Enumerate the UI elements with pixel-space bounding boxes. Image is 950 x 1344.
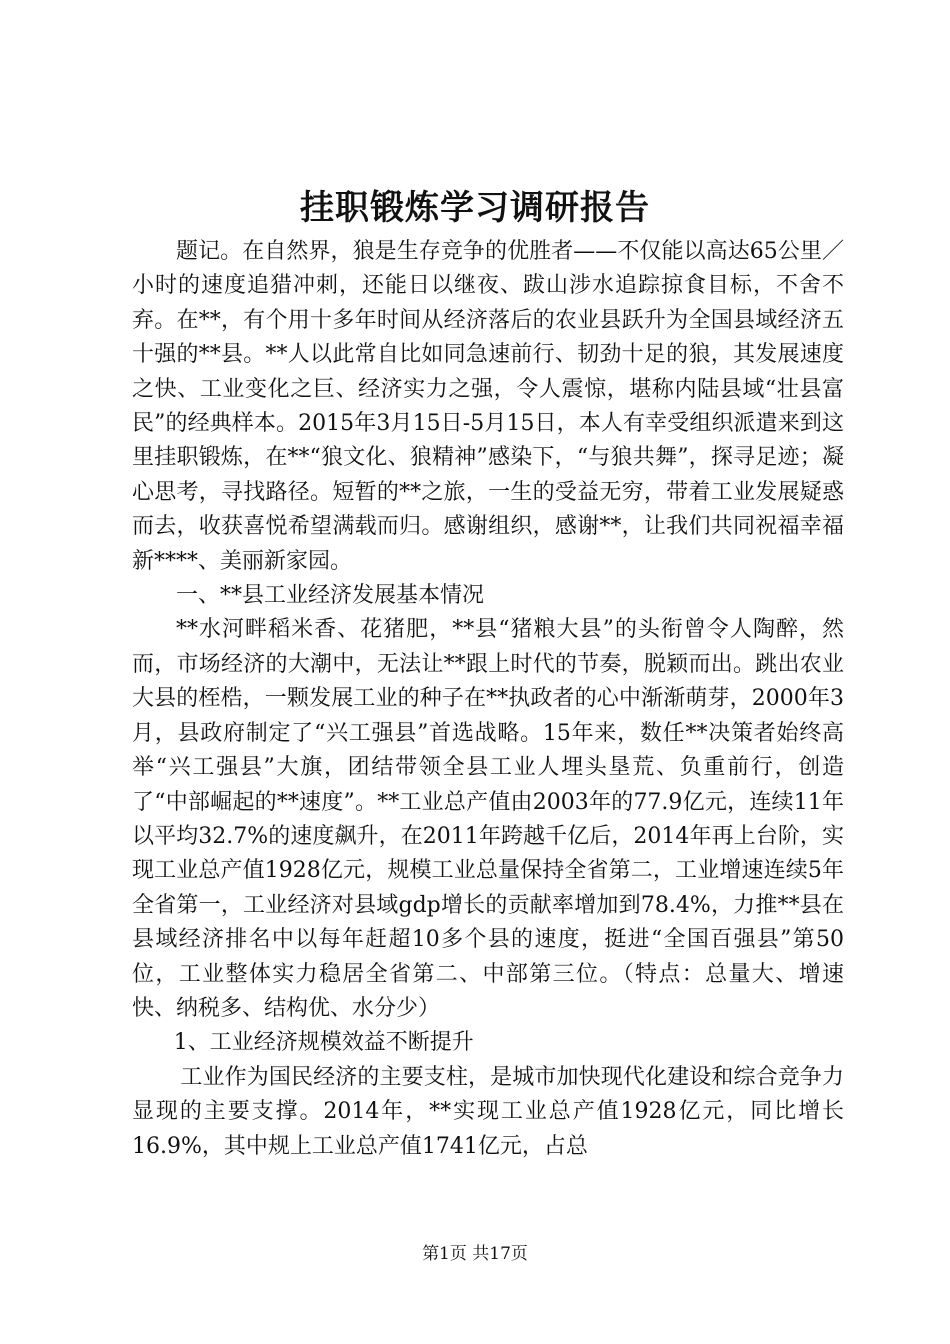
document-title: 挂职锻炼学习调研报告 — [300, 188, 650, 228]
subsection-heading-1: 1、工业经济规模效益不断提升 — [173, 1030, 474, 1056]
section-heading-1: 一、**县工业经济发展基本情况 — [176, 583, 485, 609]
paragraph-preface: 题记。在自然界，狼是生存竞争的优胜者——不仅能以高达65公里／小时的速度追猎冲刺，还能日以继夜、跋山涉水追踪掠食目标，不舍不弃。在**，有个用十多年时间从经济落后的农业县跃升为全国县域经济五十强的**县。**人以此常自比如同急速前行、韧劲十足的狼，其发展速度之快、工业变化之巨、经济实力之强，令人震惊，堪称内陆县域“壮县富民”的经典样本。2015年3月15日-5月15日，本人有幸受组织派遣来到这里挂职锻炼，在**“狼文化、狼精神”感染下，“与狼共舞”，探寻足迹；凝心思考，寻找路径。短暂的**之旅，一生的受益无穷，带着工业发展疑惑而去，收获喜悦希望满载而归。感谢组织，感谢**，让我们共同祝福幸福新****、美丽新家园。 — [132, 239, 844, 574]
document-body — [132, 235, 844, 1164]
paragraph-industry-overview: **水河畔稻米香、花猪肥，**县“猪粮大县”的头衔曾令人陶醉，然而，市场经济的大潮中，无法让**跟上时代的节奏，脱颖而出。跳出农业大县的桎梏，一颗发展工业的种子在**执政者的心中渐渐萌芽，2000年3月，县政府制定了“兴工强县”首选战略。15年来，数任**决策者始终高举“兴工强县”大旗，团结带领全县工业人埋头垦荒、负重前行，创造了“中部崛起的**速度”。**工业总产值由2003年的77.9亿元，连续11年以平均32.7%的速度飙升，在2011年跨越千亿后，2014年再上台阶，实现工业总产值1928亿元，规模工业总量保持全省第二，工业增速连续5年全省第一，工业经济对县域gdp增长的贡献率增加到78.4%，力推**县在县域经济排名中以每年赶超10多个县的速度，挺进“全国百强县”第50位，工业整体实力稳居全省第二、中部第三位。（特点：总量大、增速快、纳税多、结构优、水分少） — [132, 617, 844, 1021]
page-number: 第1页 共17页 — [422, 1244, 528, 1264]
paragraph-industry-scale: 工业作为国民经济的主要支柱，是城市加快现代化建设和综合竞争力显现的主要支撑。2014年，**实现工业总产值1928亿元，同比增长16.9%，其中规上工业总产值1741亿元，占总 — [132, 1064, 844, 1159]
